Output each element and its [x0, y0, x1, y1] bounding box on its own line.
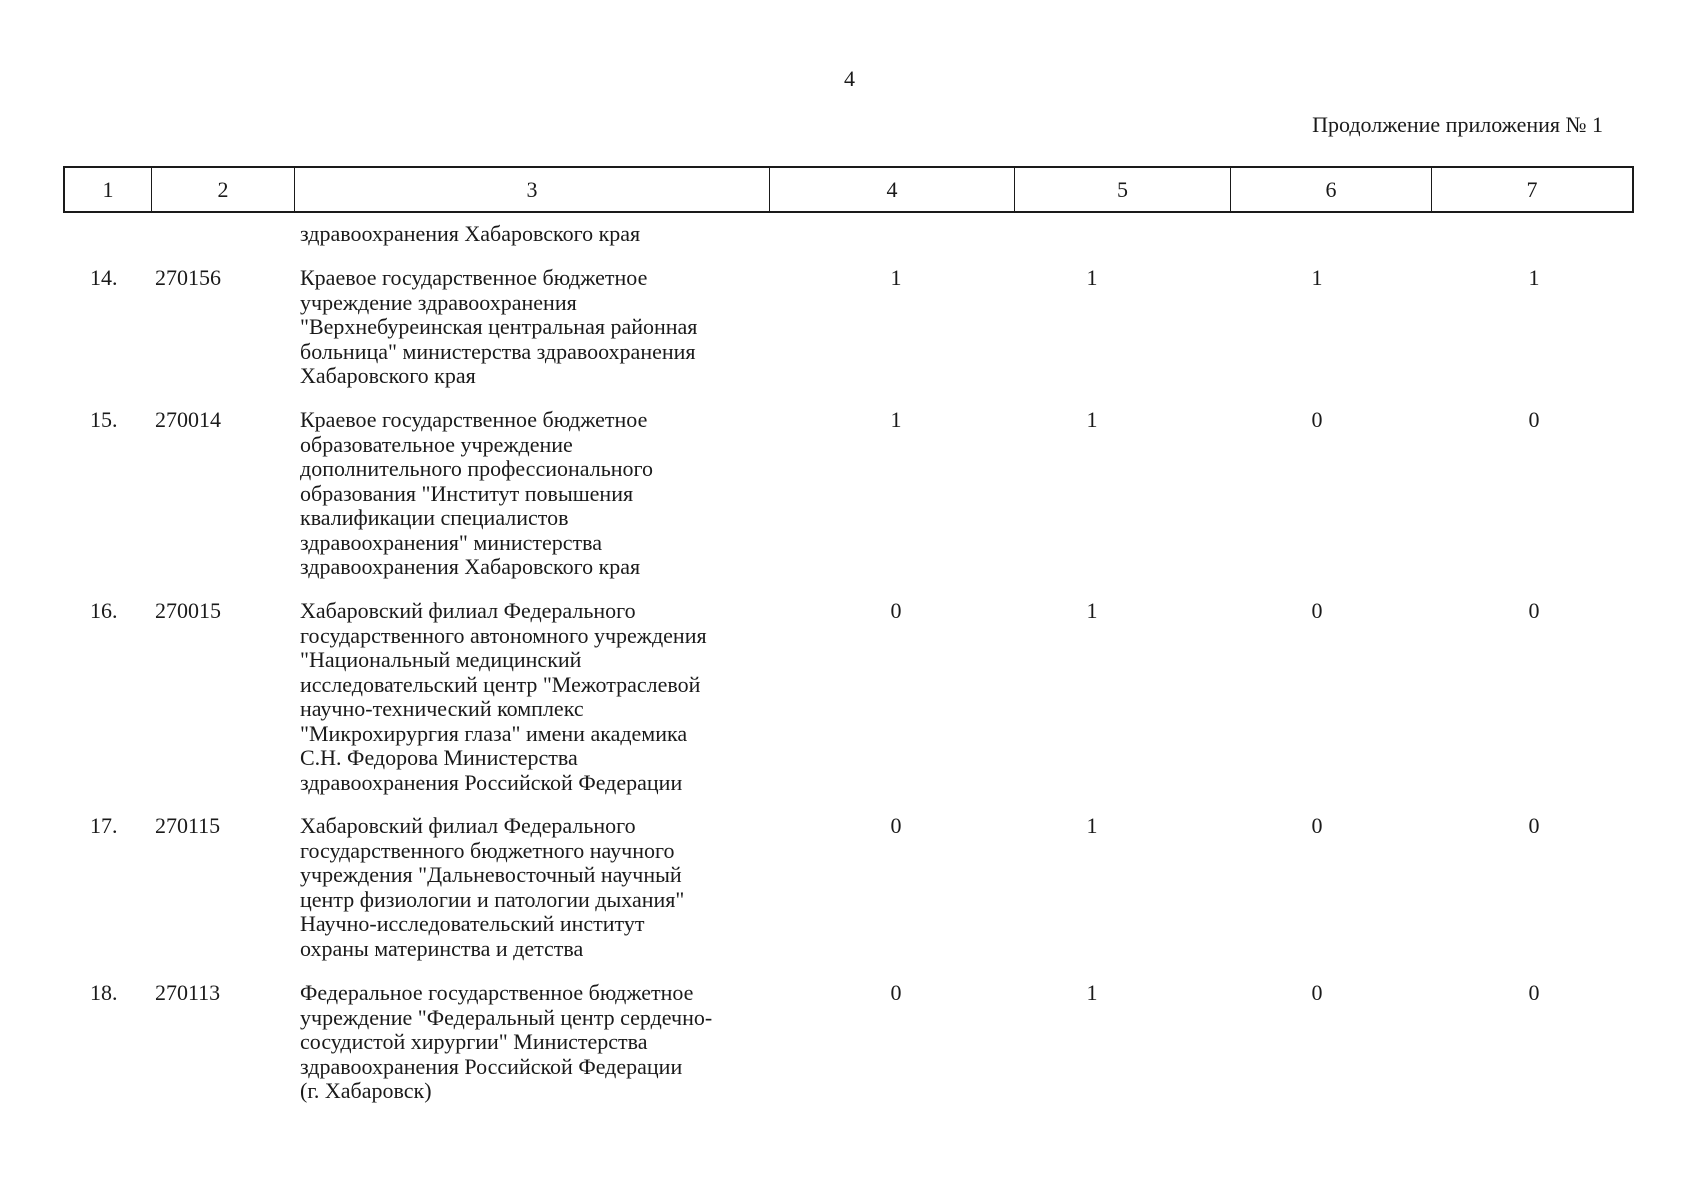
row-value-col7: 0	[1528, 598, 1540, 623]
row-value-col4: 0	[890, 980, 902, 1005]
row-code: 270113	[155, 980, 221, 1005]
row-code: 270115	[155, 813, 221, 838]
row-value-col5: 1	[1086, 407, 1098, 432]
row-value-col7: 1	[1528, 265, 1540, 290]
row-organization-name: Краевое государственное бюджетное учреждение здравоохранения "Верхнебуреинская центральная районная больница" министерства здравоохранения Хабаровского края	[300, 265, 698, 388]
row-value-col5: 1	[1086, 980, 1098, 1005]
row-value-col4: 0	[890, 598, 902, 623]
table-header	[63, 166, 1634, 213]
row-value-col7: 0	[1528, 813, 1540, 838]
row-code: 270015	[155, 598, 221, 623]
row-number: 14.	[90, 265, 118, 290]
row-value-col6: 0	[1311, 980, 1323, 1005]
header-cell-5: 5	[1015, 168, 1231, 211]
page-number: 4	[844, 66, 855, 91]
header-cell-3: 3	[295, 168, 770, 211]
row-code: 270014	[155, 407, 221, 432]
appendix-continuation-note: Продолжение приложения № 1	[1312, 112, 1603, 137]
row-value-col6: 1	[1311, 265, 1323, 290]
header-cell-1: 1	[65, 168, 152, 211]
row-value-col7: 0	[1528, 980, 1540, 1005]
row-organization-name: Хабаровский филиал Федерального государственного автономного учреждения "Национальный медицинский исследовательский центр "Межотраслевой научно-технический комплекс "Микрохирургия глаза" имени академика С.Н. Федорова Министерства здравоохранения Российской Федерации	[300, 598, 707, 795]
row-code: 270156	[155, 265, 221, 290]
row-number: 15.	[90, 407, 118, 432]
row-value-col7: 0	[1528, 407, 1540, 432]
row-value-col4: 0	[890, 813, 902, 838]
row-organization-name: Краевое государственное бюджетное образовательное учреждение дополнительного профессионального образования "Институт повышения квалификации специалистов здравоохранения" министерства здравоохранения Хабаровского края	[300, 407, 653, 579]
row-number: 16.	[90, 598, 118, 623]
row-organization-name: Федеральное государственное бюджетное учреждение "Федеральный центр сердечно- сосудистой хирургии" Министерства здравоохранения Российской Федерации (г. Хабаровск)	[300, 980, 713, 1103]
header-cell-2: 2	[152, 168, 295, 211]
header-cell-6: 6	[1231, 168, 1432, 211]
row-value-col5: 1	[1086, 265, 1098, 290]
continued-row-text: здравоохранения Хабаровского края	[300, 221, 641, 246]
row-number: 17.	[90, 813, 118, 838]
header-cell-7: 7	[1526, 176, 1538, 202]
row-value-col6: 0	[1311, 813, 1323, 838]
row-value-col4: 1	[890, 407, 902, 432]
row-value-col5: 1	[1086, 598, 1098, 623]
row-number: 18.	[90, 980, 118, 1005]
row-value-col6: 0	[1311, 407, 1323, 432]
header-cell-4: 4	[770, 168, 1015, 211]
row-value-col6: 0	[1311, 598, 1323, 623]
row-value-col4: 1	[890, 265, 902, 290]
row-organization-name: Хабаровский филиал Федерального государственного бюджетного научного учреждения "Дальневосточный научный центр физиологии и патологии дыхания" Научно-исследовательский институт охраны материнства и детства	[300, 813, 685, 961]
row-value-col5: 1	[1086, 813, 1098, 838]
